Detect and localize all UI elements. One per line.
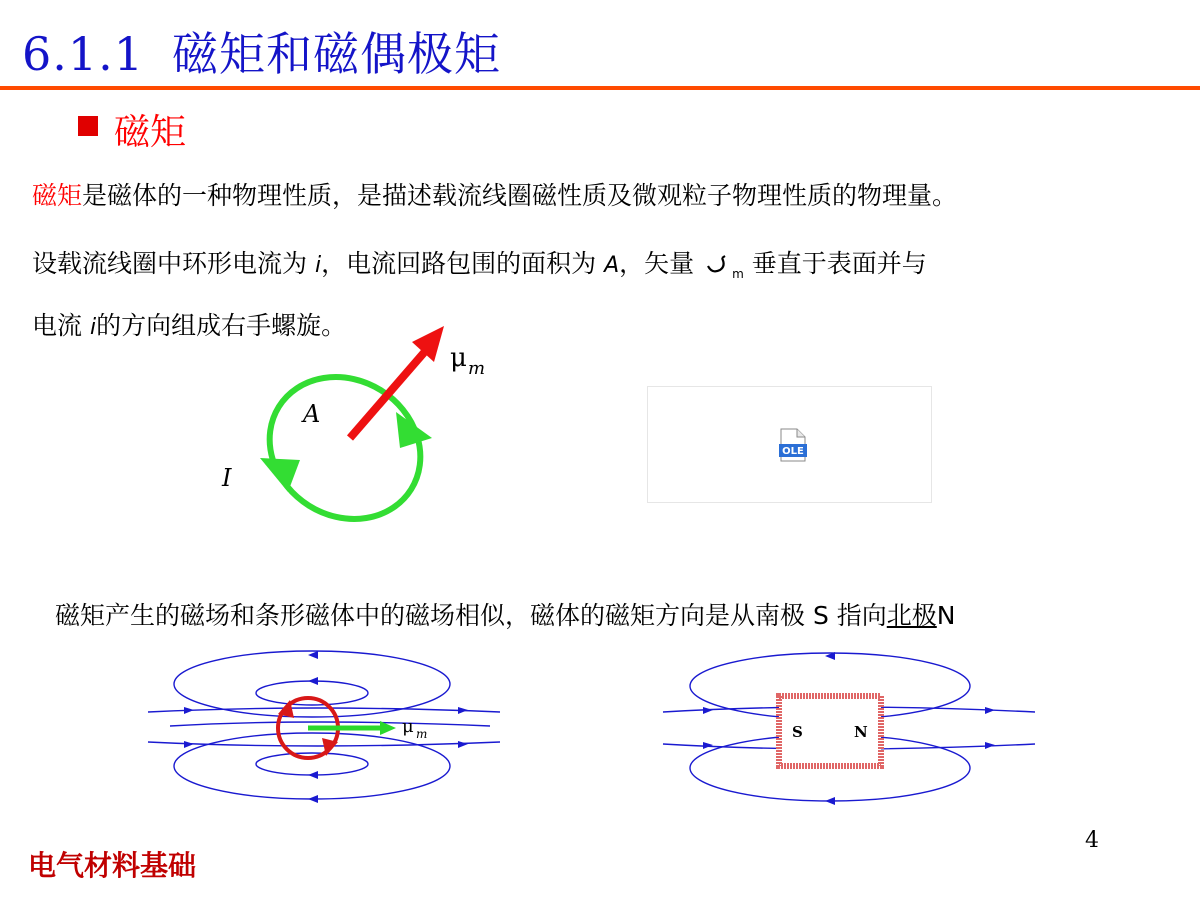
current-loop — [243, 349, 447, 547]
ole-label: OLE — [782, 446, 804, 457]
loop-arrow-left-icon — [260, 458, 300, 492]
var-i-2: i — [89, 315, 97, 340]
caption-tail: N — [936, 601, 956, 630]
term-highlight: 磁矩 — [32, 181, 83, 210]
field-arrow-icon — [184, 707, 194, 714]
section-label: 磁矩 — [114, 112, 187, 153]
north-pole-label: N — [854, 723, 868, 741]
field-arrow-icon — [458, 741, 468, 748]
field-arrow-icon — [825, 797, 835, 805]
bar-magnet-field-diagram — [655, 640, 1045, 815]
outer-lower-field-line — [174, 733, 450, 799]
field-arrow-icon — [308, 771, 318, 779]
title-divider — [0, 86, 1200, 90]
section-heading — [78, 104, 186, 155]
setup-text-3: ，矢量 — [619, 249, 695, 278]
south-pole-label: S — [792, 723, 803, 741]
caption-underlined: 北极 — [886, 601, 937, 630]
setup-text-4: 垂直于表面并与 — [751, 249, 927, 278]
caption-text: 磁矩产生的磁场和条形磁体中的磁场相似，磁体的磁矩方向是从南极 S 指向 — [55, 601, 887, 630]
field-arrow-icon — [985, 742, 995, 749]
title-text: 磁矩和磁偶极矩 — [172, 27, 502, 81]
small-mu-sub: m — [416, 727, 428, 741]
field-arrow-icon — [703, 707, 713, 714]
section-number: 6.1.1 — [22, 27, 145, 81]
current-label: I — [222, 464, 232, 492]
var-a: A — [604, 253, 620, 278]
moment-vector — [350, 348, 428, 438]
straight-field-line-3 — [170, 722, 490, 726]
broken-mu-glyph-icon — [702, 254, 732, 276]
var-i: i — [314, 253, 322, 278]
mu-subscript: m — [732, 267, 744, 281]
ole-file-icon — [778, 428, 808, 462]
definition-paragraph — [32, 176, 957, 212]
field-arrow-icon — [184, 741, 194, 748]
small-mu-label: μ — [402, 716, 414, 737]
definition-text: 是磁体的一种物理性质，是描述载流线圈磁性质及微观粒子物理性质的物理量。 — [82, 181, 958, 210]
rule-text-2: 的方向组成右手螺旋。 — [96, 311, 347, 340]
outer-upper-field-line — [174, 651, 450, 717]
field-arrow-icon — [308, 651, 318, 659]
footer-course-title: 电气材料基础 — [28, 849, 197, 882]
field-arrow-icon — [985, 707, 995, 714]
ole-object-placeholder[interactable] — [647, 386, 932, 503]
setup-paragraph — [32, 244, 927, 281]
loop-field-diagram — [140, 640, 510, 815]
page-title — [22, 18, 501, 84]
field-arrow-icon — [308, 795, 318, 803]
field-arrow-icon — [703, 742, 713, 749]
area-label: A — [303, 400, 321, 428]
page-number: 4 — [1085, 828, 1099, 853]
field-caption — [55, 596, 955, 632]
inner-upper-field-line — [256, 681, 368, 705]
square-bullet-icon — [78, 116, 98, 136]
mu-label-sub: m — [468, 358, 486, 379]
current-loop-diagram — [200, 320, 520, 550]
mu-label: μ — [450, 343, 467, 373]
straight-field-line-1 — [148, 708, 500, 712]
field-arrow-icon — [308, 677, 318, 685]
rule-text-1: 电流 — [32, 311, 83, 340]
setup-text-2: ，电流回路包围的面积为 — [321, 249, 597, 278]
setup-text-1: 设载流线圈中环形电流为 — [32, 249, 308, 278]
field-arrow-icon — [458, 707, 468, 714]
loop-arrow-right-icon — [396, 412, 432, 448]
